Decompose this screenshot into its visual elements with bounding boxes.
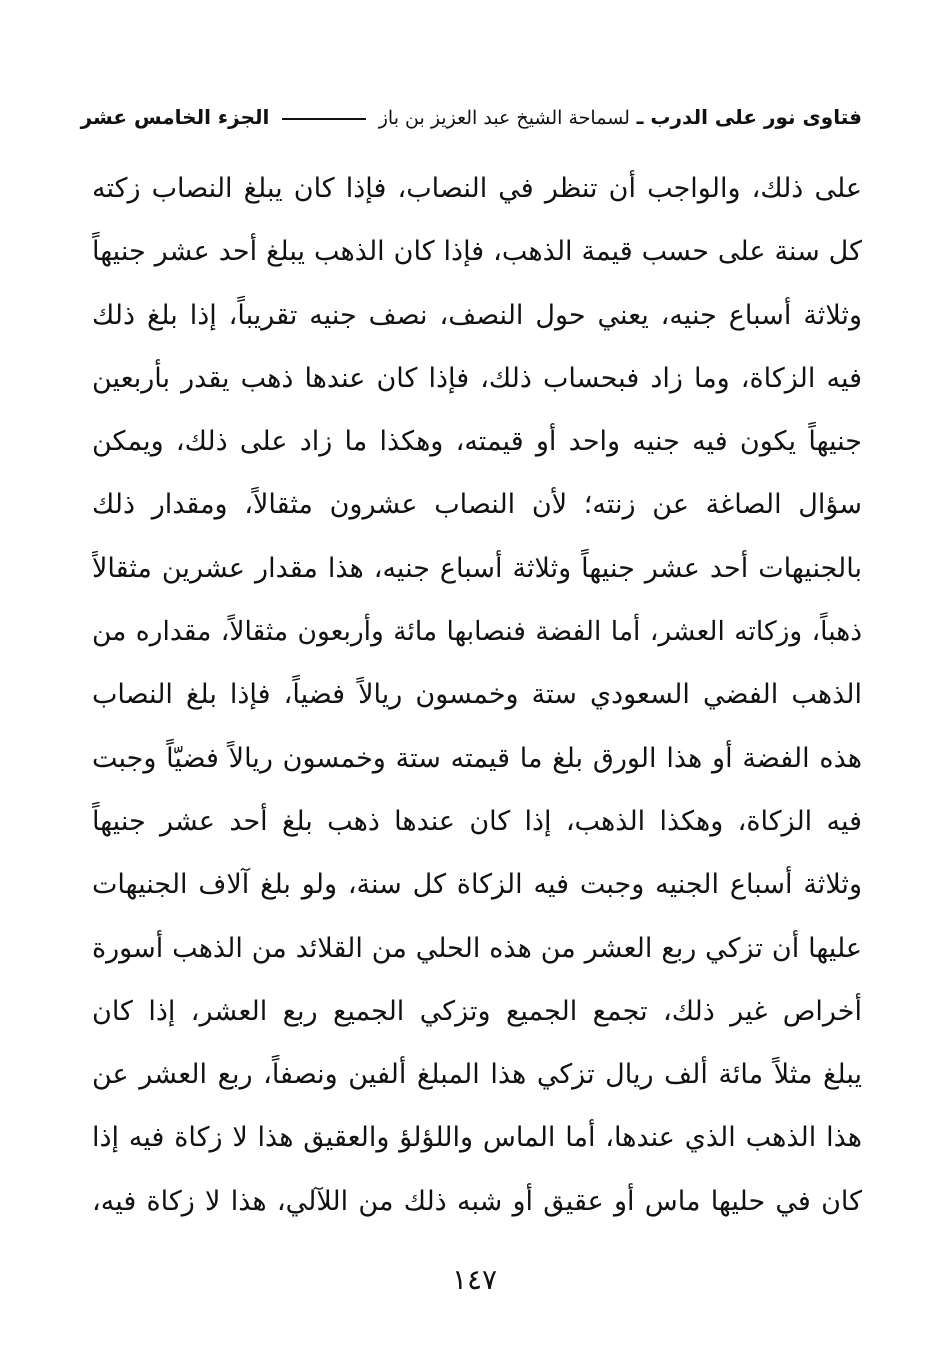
text-line: على ذلك، والواجب أن تنظر في النصاب، فإذا كان يبلغ النصاب زكته xyxy=(92,173,862,204)
body-text xyxy=(92,157,862,1233)
text-line: الذهب الفضي السعودي ستة وخمسون ريالاً فضياً، فإذا بلغ النصاب xyxy=(92,679,862,711)
author-credit: لسماحة الشيخ عبد العزيز بن باز xyxy=(378,107,630,129)
running-header xyxy=(80,97,862,137)
text-line: ذهباً، وزكاته العشر، أما الفضة فنصابها مائة وأربعون مثقالاً، مقداره من xyxy=(92,616,862,648)
text-line: بالجنيهات أحد عشر جنيهاً وثلاثة أسباع جنيه، هذا مقدار عشرين مثقالاً xyxy=(92,552,862,584)
text-line: فيه الزكاة، وما زاد فبحساب ذلك، فإذا كان عندها ذهب يقدر بأربعين xyxy=(92,362,862,394)
text-line: هذا الذهب الذي عندها، أما الماس واللؤلؤ والعقيق هذا لا زكاة فيه إذا xyxy=(92,1122,862,1154)
text-line: كان في حليها ماس أو عقيق أو شبه ذلك من اللآلي، هذا لا زكاة فيه، xyxy=(92,1185,862,1217)
book-title: فتاوى نور على الدرب ـ xyxy=(636,105,862,129)
text-line: يبلغ مثلاً مائة ألف ريال تزكي هذا المبلغ ألفين ونصفاً، ربع العشر عن xyxy=(92,1059,862,1091)
text-line: سؤال الصاغة عن زنته؛ لأن النصاب عشرون مثقالاً، ومقدار ذلك xyxy=(92,489,862,521)
volume-label: الجزء الخامس عشر xyxy=(80,105,270,129)
text-line: جنيهاً يكون فيه جنيه واحد أو قيمته، وهكذا ما زاد على ذلك، ويمكن xyxy=(92,426,862,458)
text-line: هذه الفضة أو هذا الورق بلغ ما قيمته ستة وخمسون ريالاً فضيّاً وجبت xyxy=(92,742,862,774)
text-line: عليها أن تزكي ربع العشر من هذه الحلي من القلائد من الذهب أسورة xyxy=(92,932,862,964)
text-line: أخراص غير ذلك، تجمع الجميع وتزكي الجميع ربع العشر، إذا كان xyxy=(92,995,862,1027)
header-rule xyxy=(282,118,366,120)
text-line: وثلاثة أسباع جنيه، يعني حول النصف، نصف جنيه تقريباً، إذا بلغ ذلك xyxy=(92,299,862,331)
text-line: فيه الزكاة، وهكذا الذهب، إذا كان عندها ذهب بلغ أحد عشر جنيهاً xyxy=(92,805,862,837)
page-number: ١٤٧ xyxy=(451,1263,498,1296)
text-line: وثلاثة أسباع الجنيه وجبت فيه الزكاة كل سنة، ولو بلغ آلاف الجنيهات xyxy=(92,869,862,901)
text-line: كل سنة على حسب قيمة الذهب، فإذا كان الذهب يبلغ أحد عشر جنيهاً xyxy=(92,236,862,268)
